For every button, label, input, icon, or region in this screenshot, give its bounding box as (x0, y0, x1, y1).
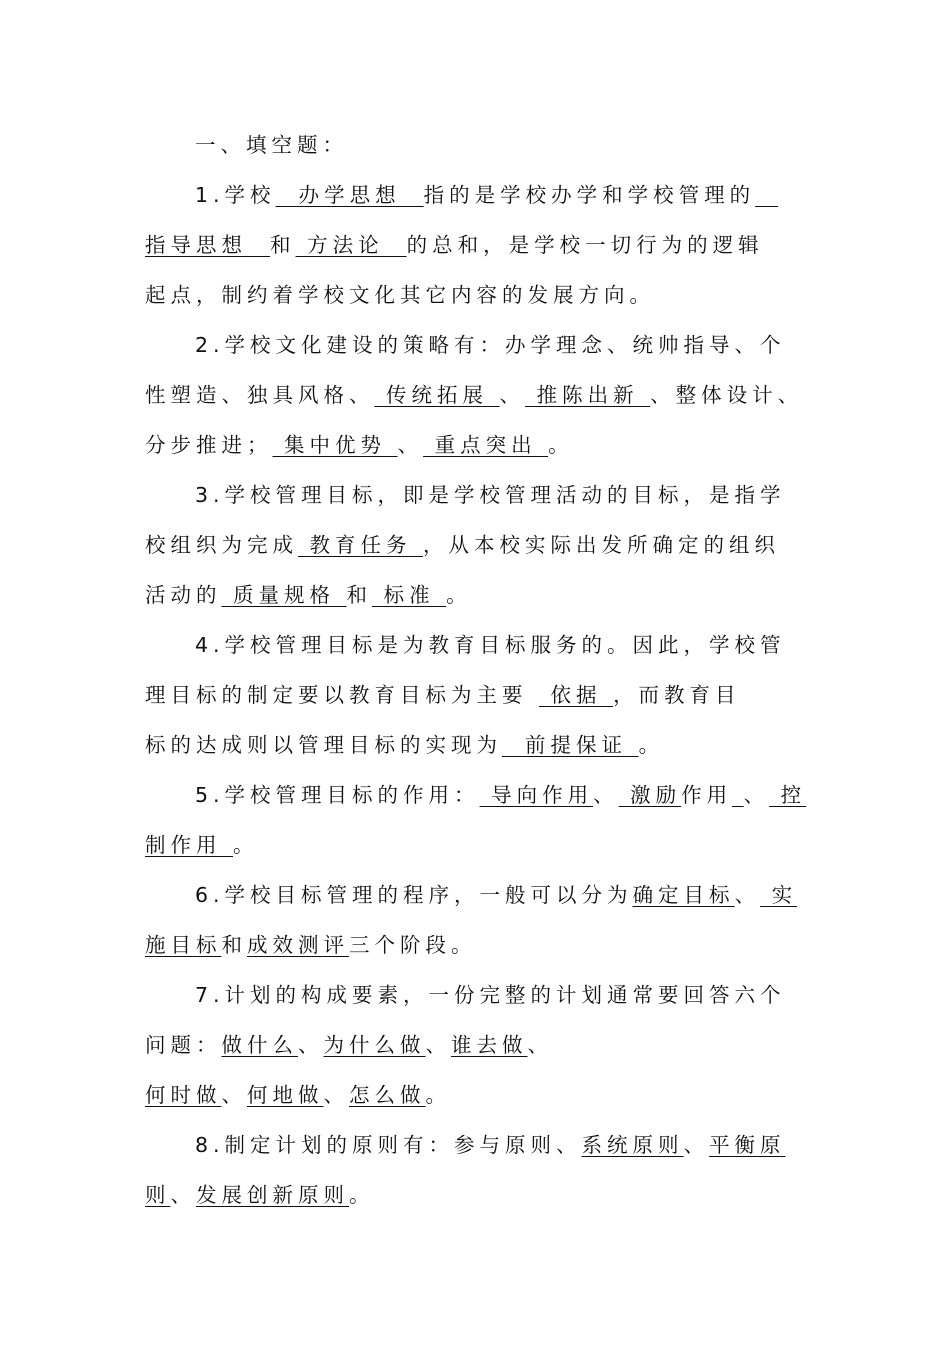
q7-blank-6: 怎么做 (349, 1083, 426, 1107)
q3-text: 校组织为完成 (145, 533, 298, 557)
q7-text: 、 (527, 1033, 553, 1057)
q1-text: 和 (270, 233, 296, 257)
q2-blank-4: 重点突出 (423, 433, 549, 457)
q2-line-2 (0, 380, 950, 410)
q3-blank-1: 教育任务 (298, 533, 424, 557)
q6-text: 6.学校目标管理的程序，一般可以分为 (195, 883, 633, 907)
q6-blank-3: 成效测评 (247, 933, 349, 957)
q4-text: 理目标的制定要以教育目标为主要 (145, 683, 540, 707)
q2-line-3 (0, 430, 950, 460)
q4-line-2 (0, 680, 950, 710)
q7-text: 、 (323, 1083, 349, 1107)
q5-text: 5.学校管理目标的作用： (195, 783, 480, 807)
q7-text: 、 (221, 1083, 247, 1107)
q6-text: 三个阶段。 (349, 933, 477, 957)
q3-text: 。 (446, 583, 472, 607)
q8-blank-2: 平衡原 (709, 1133, 786, 1157)
q3-blank-3: 标准 (372, 583, 447, 607)
q5-text: 、 (743, 783, 770, 807)
q1-text: 的总和，是学校一切行为的逻辑 (406, 233, 764, 257)
q5-line-2 (0, 830, 950, 860)
q7-text: 、 (425, 1033, 451, 1057)
q5-blank-3-cont: 制作用 (145, 833, 234, 857)
q2-blank-3: 集中优势 (272, 433, 398, 457)
q6-blank-2: 实 (760, 883, 798, 907)
q1-blank-2: 指导思想 (145, 233, 271, 257)
q1-line-1 (0, 180, 950, 210)
q4-text: 4.学校管理目标是为教育目标服务的。因此，学校管 (195, 633, 786, 657)
q6-blank-1: 确定目标 (632, 883, 735, 907)
q5-blank-3: 控 (769, 783, 807, 807)
q2-text: 、 (499, 383, 526, 407)
q8-blank-3: 发展创新原则 (196, 1183, 349, 1207)
q4-text: ，而教育目 (613, 683, 741, 707)
q5-line-1 (0, 780, 950, 810)
q1-blank-3: 方法论 (295, 233, 407, 257)
q8-blank-1: 系统原则 (581, 1133, 684, 1157)
q1-blank-1: 办学思想 (275, 183, 424, 207)
q2-blank-2: 推陈出新 (525, 383, 651, 407)
q7-text: 7.计划的构成要素，一份完整的计划通常要回答六个 (195, 983, 786, 1007)
q3-text: 3.学校管理目标，即是学校管理活动的目标，是指学 (195, 483, 786, 507)
q1-blank-2-part (755, 183, 778, 207)
q3-text: ，从本校实际出发所确定的组织 (423, 533, 781, 557)
q2-text: 、整体设计、 (650, 383, 804, 407)
q8-text: 。 (349, 1183, 375, 1207)
q7-blank-1: 做什么 (221, 1033, 298, 1057)
q7-text: 、 (298, 1033, 324, 1057)
q7-text: 。 (425, 1083, 451, 1107)
q5-blank-1: 导向作用 (479, 783, 594, 807)
q2-text: 、 (397, 433, 424, 457)
q6-line-1 (0, 880, 950, 910)
q7-blank-3: 谁去做 (451, 1033, 528, 1057)
q1-text: 指的是学校办学和学校管理的 (423, 183, 756, 207)
q2-text: 2.学校文化建设的策略有：办学理念、统帅指导、个 (195, 333, 786, 357)
q6-blank-2-cont: 施目标 (145, 933, 222, 957)
q4-line-1 (0, 630, 950, 660)
q8-text: 8.制定计划的原则有：参与原则、 (195, 1133, 582, 1157)
q8-text: 、 (170, 1183, 196, 1207)
q4-text: 。 (638, 733, 665, 757)
q1-line-3 (0, 280, 950, 310)
q7-text: 问题： (145, 1033, 222, 1057)
q4-line-3 (0, 730, 950, 760)
q8-line-1 (0, 1130, 950, 1160)
q6-text: 和 (221, 933, 247, 957)
q5-blank-2: 激励 (618, 783, 682, 807)
q5-text: 作用 (681, 783, 733, 807)
q2-blank-1: 传统拓展 (374, 383, 500, 407)
q1-text: 起点，制约着学校文化其它内容的发展方向。 (145, 283, 655, 307)
q7-blank-5: 何地做 (247, 1083, 324, 1107)
q5-text: 、 (593, 783, 619, 807)
q7-line-2 (0, 1030, 950, 1060)
q7-line-3 (0, 1080, 950, 1110)
q3-blank-2: 质量规格 (221, 583, 347, 607)
heading-text: 一、填空题： (195, 133, 348, 157)
q8-text: 、 (683, 1133, 710, 1157)
q4-blank-1: 依据 (539, 683, 614, 707)
q3-line-2 (0, 530, 950, 560)
q2-text: 。 (548, 433, 574, 457)
q7-blank-2: 为什么做 (323, 1033, 426, 1057)
q2-text: 分步推进； (145, 433, 273, 457)
q1-text: 1.学校 (195, 183, 276, 207)
q3-text: 活动的 (145, 583, 222, 607)
q6-text: 、 (734, 883, 761, 907)
q8-blank-2-cont: 则 (145, 1183, 171, 1207)
q3-line-3 (0, 580, 950, 610)
q7-blank-4: 何时做 (145, 1083, 222, 1107)
q3-line-1 (0, 480, 950, 510)
q5-blank-2-tail (732, 783, 744, 807)
q5-text: 。 (233, 833, 259, 857)
q8-line-2 (0, 1180, 950, 1210)
q1-line-2 (0, 230, 950, 260)
q6-line-2 (0, 930, 950, 960)
section-heading (0, 130, 950, 160)
q2-text: 性塑造、独具风格、 (145, 383, 375, 407)
q7-line-1 (0, 980, 950, 1010)
q3-text: 和 (346, 583, 373, 607)
q2-line-1 (0, 330, 950, 360)
q4-blank-2: 前提保证 (502, 733, 639, 757)
q4-text: 标的达成则以管理目标的实现为 (145, 733, 502, 757)
